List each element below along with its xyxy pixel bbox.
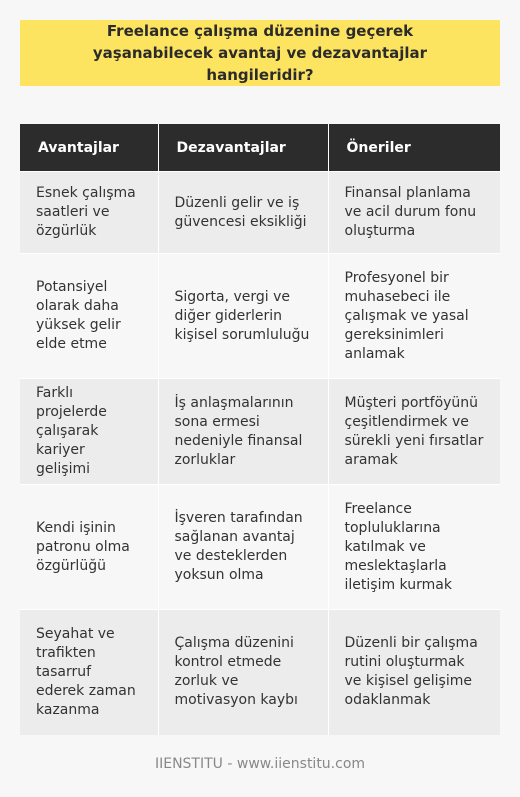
cell-oneri: Finansal planlama ve acil durum fonu oluşturma [328, 172, 500, 254]
cell-oneri: Profesyonel bir muhasebeci ile çalışmak ve yasal gereksinimleri anlamak [328, 254, 500, 379]
table-row [20, 610, 500, 735]
cell-avantaj: Potansiyel olarak daha yüksek gelir elde etme [20, 254, 158, 379]
cell-dezavantaj: Sigorta, vergi ve diğer giderlerin kişisel sorumluluğu [158, 254, 328, 379]
cell-dezavantaj: Çalışma düzenini kontrol etmede zorluk ve motivasyon kaybı [158, 610, 328, 735]
header-dezavantajlar: Dezavantajlar [158, 124, 328, 172]
cell-avantaj: Farklı projelerde çalışarak kariyer gelişimi [20, 379, 158, 485]
title-banner [20, 20, 500, 86]
header-oneriler: Öneriler [328, 124, 500, 172]
table-row [20, 172, 500, 254]
cell-avantaj: Kendi işinin patronu olma özgürlüğü [20, 485, 158, 610]
cell-oneri: Müşteri portföyünü çeşitlendirmek ve sürekli yeni fırsatlar aramak [328, 379, 500, 485]
header-avantajlar: Avantajlar [20, 124, 158, 172]
cell-dezavantaj: Düzenli gelir ve iş güvencesi eksikliği [158, 172, 328, 254]
cell-oneri: Düzenli bir çalışma rutini oluşturmak ve kişisel gelişime odaklanmak [328, 610, 500, 735]
page-title: Freelance çalışma düzenine geçerek yaşanabilecek avantaj ve dezavantajlar hangileridir? [92, 22, 428, 84]
comparison-table [20, 124, 500, 735]
table-header-row [20, 124, 500, 172]
cell-dezavantaj: İşveren tarafından sağlanan avantaj ve desteklerden yoksun olma [158, 485, 328, 610]
footer-credit: IIENSTITU - www.iienstitu.com [154, 756, 366, 772]
cell-avantaj: Seyahat ve trafikten tasarruf ederek zaman kazanma [20, 610, 158, 735]
cell-avantaj: Esnek çalışma saatleri ve özgürlük [20, 172, 158, 254]
cell-dezavantaj: İş anlaşmalarının sona ermesi nedeniyle finansal zorluklar [158, 379, 328, 485]
table-row [20, 254, 500, 379]
table-row [20, 379, 500, 485]
table-row [20, 485, 500, 610]
cell-oneri: Freelance topluluklarına katılmak ve meslektaşlarla iletişim kurmak [328, 485, 500, 610]
